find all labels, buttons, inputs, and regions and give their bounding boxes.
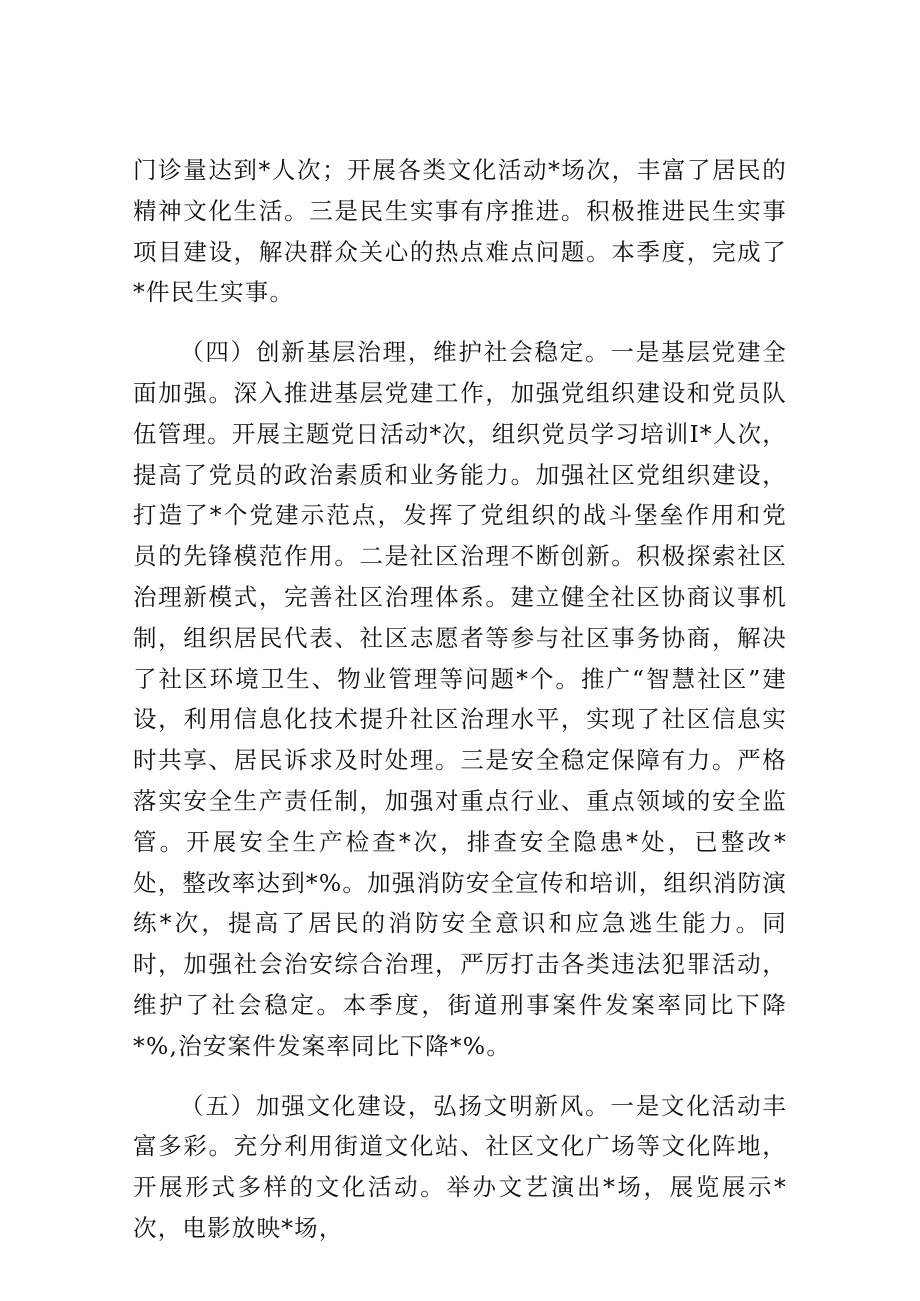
paragraph-continuation: 门诊量达到*人次；开展各类文化活动*场次，丰富了居民的精神文化生活。三是民生实事有序推进。积极推进民生实事项目建设，解决群众关心的热点难点问题。本季度，完成了*件民生实事。 <box>133 156 787 307</box>
paragraph-section-five: （五）加强文化建设，弘扬文明新风。一是文化活动丰富多彩。充分利用街道文化站、社区文化广场等文化阵地，开展形式多样的文化活动。举办文艺演出*场，展览展示*次，电影放映*场， <box>133 1091 787 1242</box>
document-body <box>133 150 787 1249</box>
paragraph-section-four: （四）创新基层治理，维护社会稳定。一是基层党建全面加强。深入推进基层党建工作，加强党组织建设和党员队伍管理。开展主题党日活动*次，组织党员学习培训I*人次，提高了党员的政治素质和业务能力。加强社区党组织建设，打造了*个党建示范点，发挥了党组织的战斗堡垒作用和党员的先锋模范作用。二是社区治理不断创新。积极探索社区治理新模式，完善社区治理体系。建立健全社区协商议事机制，组织居民代表、社区志愿者等参与社区事务协商，解决了社区环境卫生、物业管理等问题*个。推广“智慧社区”建设，利用信息化技术提升社区治理水平，实现了社区信息实时共享、居民诉求及时处理。三是安全稳定保障有力。严格落实安全生产责任制，加强对重点行业、重点领域的安全监管。开展安全生产检查*次，排查安全隐患*处，已整改*处，整改率达到*%。加强消防安全宣传和培训，组织消防演练*次，提高了居民的消防安全意识和应急逃生能力。同时，加强社会治安综合治理，严厉打击各类违法犯罪活动，维护了社会稳定。本季度，街道刑事案件发案率同比下降*%,治安案件发案率同比下降*%。 <box>133 338 787 1060</box>
